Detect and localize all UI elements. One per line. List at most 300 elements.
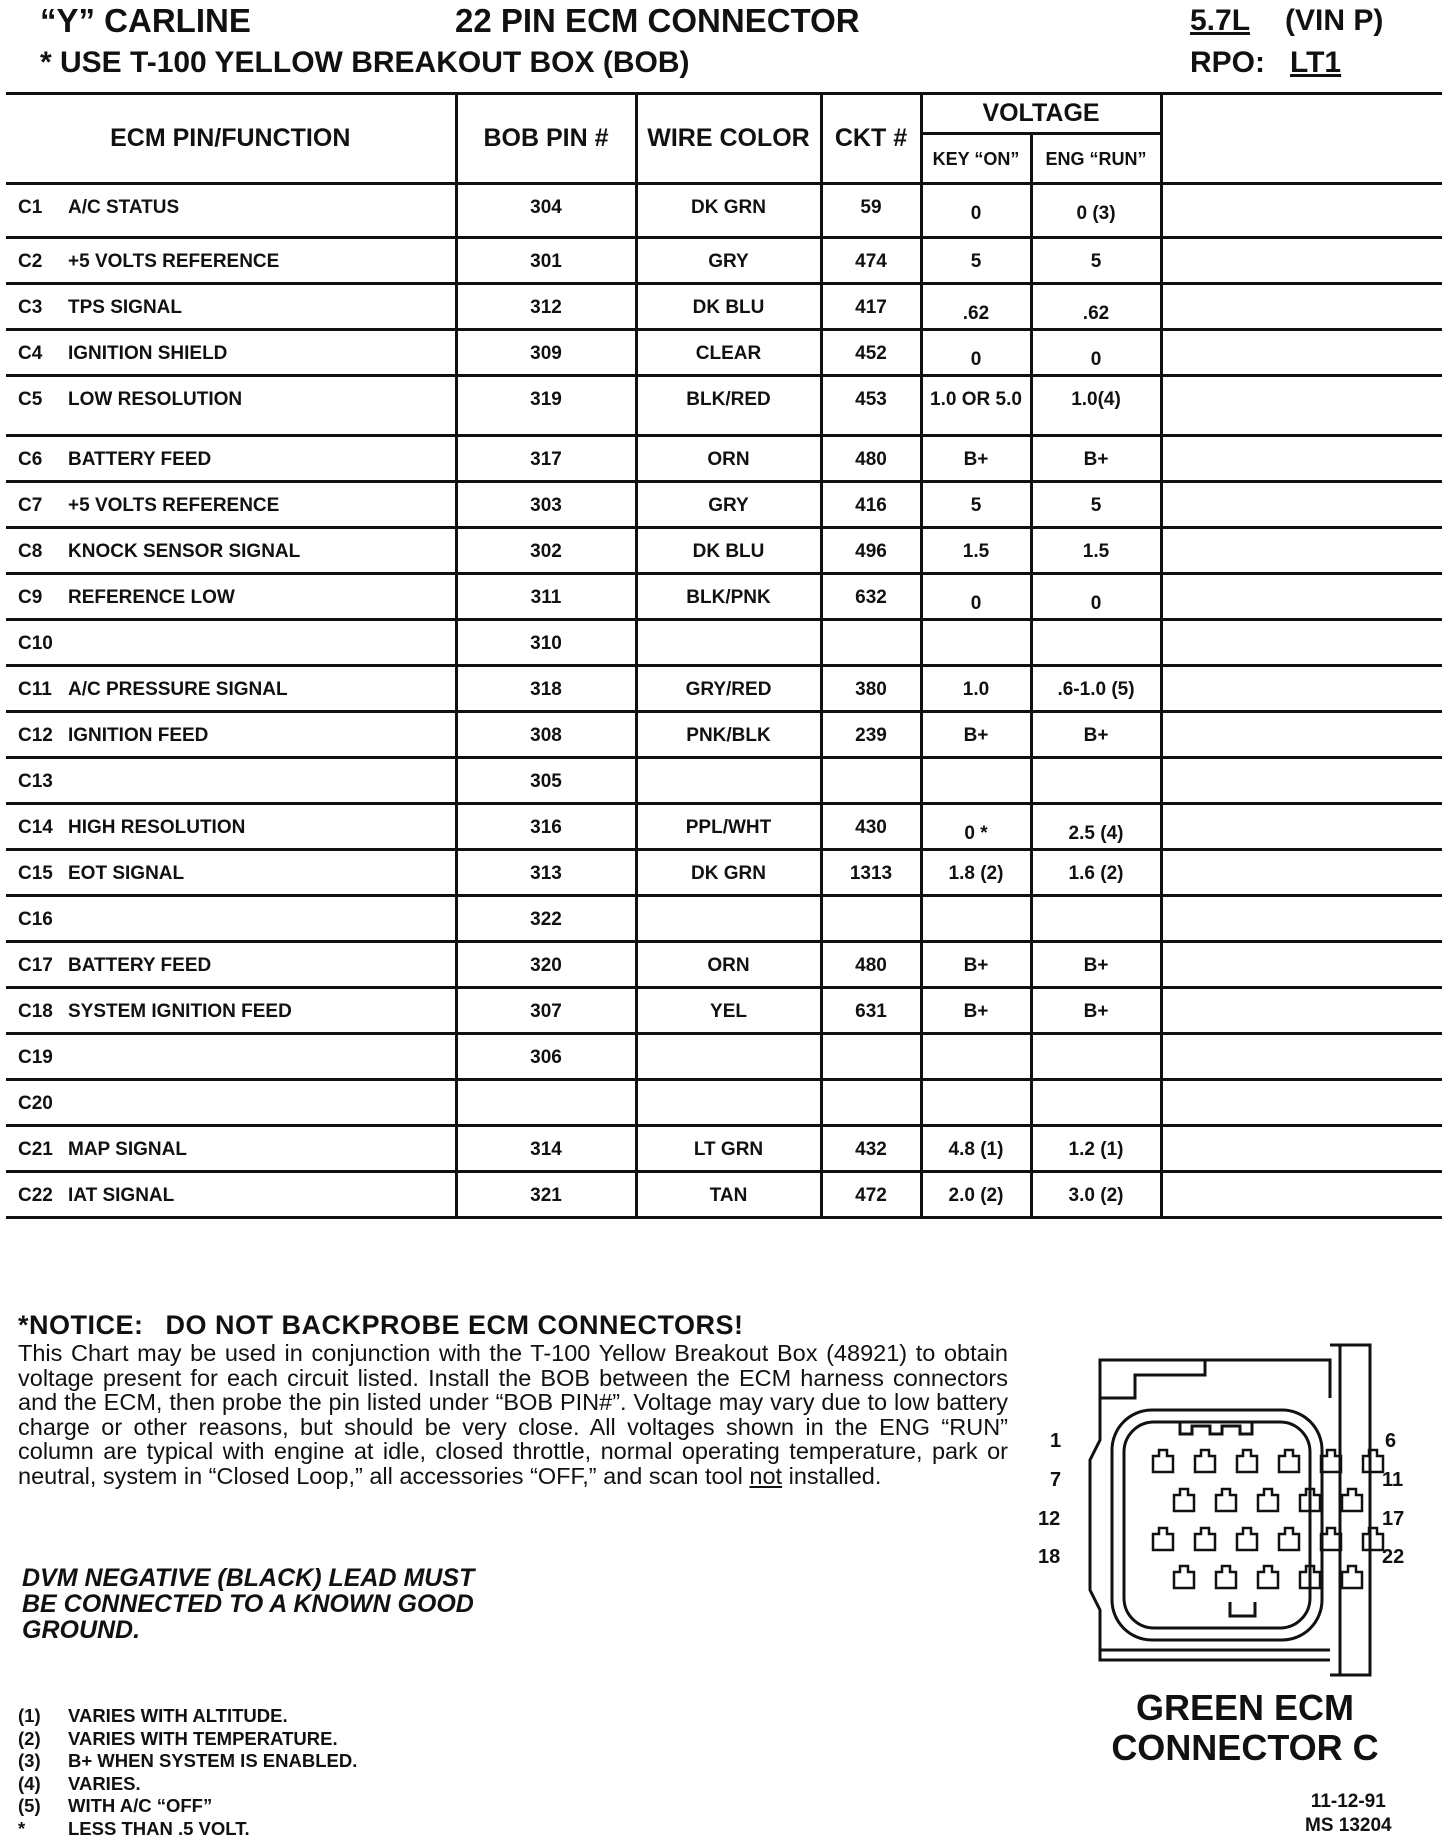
dvm-warning: [22, 1565, 474, 1643]
table-row: [6, 574, 1442, 620]
blank-cell: [1161, 758, 1442, 804]
wire-color-cell: DK GRN: [636, 184, 821, 238]
bob-pin-cell: 319: [456, 376, 636, 436]
notice-body-text: This Chart may be used in conjunction with the T-100 Yellow Breakout Box (48921) to obtain voltage present for each circuit listed. Install the BOB between the ECM harness connectors and the ECM, then probe the pin listed under “BOB PIN#”. Voltage may vary due to low battery charge or other reasons, but should be very close. All voltages shown in the ENG “RUN” column are typical with engine at idle, closed throttle, normal operating temperature, park or neutral, system in “Closed Loop,” all accessories “OFF,” and scan tool: [18, 1340, 1008, 1489]
eng-run-cell: 3.0 (2): [1031, 1172, 1161, 1218]
pin-function-cell: [6, 620, 456, 666]
footnote: [18, 1728, 357, 1751]
key-on-cell: 0: [921, 574, 1031, 620]
eng-run-cell: [1031, 1080, 1161, 1126]
pin-function-cell: [6, 1172, 456, 1218]
wire-color-cell: GRY: [636, 482, 821, 528]
blank-cell: [1161, 620, 1442, 666]
pin-function-cell: [6, 804, 456, 850]
pin-function-cell: [6, 376, 456, 436]
blank-cell: [1161, 330, 1442, 376]
table-row: [6, 712, 1442, 758]
pin-id: C21: [18, 1139, 53, 1160]
rpo-label: RPO:: [1190, 46, 1265, 79]
footnote-text: VARIES WITH TEMPERATURE.: [68, 1727, 338, 1749]
connector-pin-cavity: [1237, 1528, 1257, 1550]
pin-id: C2: [18, 251, 43, 272]
col-pin-function: ECM PIN/FUNCTION: [6, 94, 456, 184]
connector-pin-cavity: [1153, 1450, 1173, 1472]
table-row: [6, 184, 1442, 238]
key-on-cell: [921, 1080, 1031, 1126]
footnote-text: LESS THAN .5 VOLT.: [68, 1817, 250, 1839]
wire-color-cell: [636, 620, 821, 666]
dvm-line-1: DVM NEGATIVE (BLACK) LEAD MUST: [22, 1564, 475, 1592]
wire-color-cell: GRY: [636, 238, 821, 284]
eng-run-cell: B+: [1031, 436, 1161, 482]
bob-pin-cell: 320: [456, 942, 636, 988]
table-row: [6, 1172, 1442, 1218]
wire-color-cell: CLEAR: [636, 330, 821, 376]
ckt-cell: 496: [821, 528, 921, 574]
key-on-cell: [921, 896, 1031, 942]
connector-face: [1112, 1410, 1322, 1640]
ckt-cell: [821, 620, 921, 666]
table-row: [6, 330, 1442, 376]
blank-cell: [1161, 376, 1442, 436]
pin-id: C1: [18, 197, 43, 218]
pin-id: C11: [18, 679, 52, 700]
pin-function-cell: [6, 1034, 456, 1080]
table-row: [6, 758, 1442, 804]
pin-function-cell: [6, 574, 456, 620]
ckt-cell: 1313: [821, 850, 921, 896]
pin-function: +5 VOLTS REFERENCE: [68, 251, 280, 272]
pin-function-cell: [6, 988, 456, 1034]
bob-pin-cell: 322: [456, 896, 636, 942]
blank-cell: [1161, 1034, 1442, 1080]
bob-pin-cell: 313: [456, 850, 636, 896]
ecm-pin-table: [6, 92, 1442, 1219]
ckt-cell: [821, 1080, 921, 1126]
dvm-line-2: BE CONNECTED TO A KNOWN GOOD: [22, 1590, 474, 1618]
document-stamp: [1305, 1790, 1392, 1838]
table-row: [6, 238, 1442, 284]
pin-function-cell: [6, 528, 456, 574]
pin-label-17: 17: [1382, 1508, 1405, 1530]
connector-pin-cavity: [1342, 1489, 1362, 1511]
eng-run-cell: [1031, 758, 1161, 804]
bob-pin-cell: 306: [456, 1034, 636, 1080]
pin-function-cell: [6, 666, 456, 712]
key-on-cell: 0: [921, 330, 1031, 376]
blank-cell: [1161, 712, 1442, 758]
wire-color-cell: PPL/WHT: [636, 804, 821, 850]
vin-code: (VIN P): [1285, 4, 1384, 37]
col-eng-run: ENG “RUN”: [1031, 134, 1161, 184]
ckt-cell: 416: [821, 482, 921, 528]
pin-function: KNOCK SENSOR SIGNAL: [68, 541, 301, 562]
bob-pin-cell: 316: [456, 804, 636, 850]
table-row: [6, 482, 1442, 528]
ckt-cell: 380: [821, 666, 921, 712]
table-row: [6, 1126, 1442, 1172]
connector-title: 22 PIN ECM CONNECTOR: [455, 2, 860, 39]
wire-color-cell: [636, 1080, 821, 1126]
key-on-cell: 1.0 OR 5.0: [921, 376, 1031, 436]
bob-pin-cell: 321: [456, 1172, 636, 1218]
connector-pin-cavity: [1258, 1489, 1278, 1511]
blank-cell: [1161, 942, 1442, 988]
ckt-cell: 472: [821, 1172, 921, 1218]
bob-pin-cell: 302: [456, 528, 636, 574]
connector-pin-cavity: [1237, 1450, 1257, 1472]
key-on-cell: 1.8 (2): [921, 850, 1031, 896]
bob-pin-cell: 311: [456, 574, 636, 620]
footnote: [18, 1818, 357, 1841]
ckt-cell: 480: [821, 942, 921, 988]
table-row: [6, 804, 1442, 850]
connector-title-line-2: CONNECTOR C: [1111, 1727, 1379, 1768]
bob-note: * USE T-100 YELLOW BREAKOUT BOX (BOB): [40, 46, 690, 79]
footnote-text: B+ WHEN SYSTEM IS ENABLED.: [68, 1750, 358, 1771]
notice-body-end: installed.: [788, 1462, 882, 1489]
pin-function-cell: [6, 1126, 456, 1172]
ckt-cell: [821, 1034, 921, 1080]
pin-label-11: 11: [1382, 1469, 1404, 1491]
pin-id: C12: [18, 725, 53, 746]
notice-block: [18, 1310, 1008, 1488]
pin-id: C20: [18, 1093, 53, 1114]
connector-pin-cavity: [1174, 1489, 1194, 1511]
pin-function-cell: [6, 284, 456, 330]
dvm-line-3: GROUND.: [22, 1616, 141, 1644]
bob-pin-cell: 317: [456, 436, 636, 482]
bob-pin-cell: 307: [456, 988, 636, 1034]
ckt-cell: 239: [821, 712, 921, 758]
connector-title: [1100, 1688, 1390, 1768]
blank-cell: [1161, 528, 1442, 574]
pin-function-cell: [6, 436, 456, 482]
blank-cell: [1161, 850, 1442, 896]
pin-function: IAT SIGNAL: [68, 1185, 175, 1206]
stamp-date: 11-12-91: [1310, 1791, 1386, 1812]
connector-pin-cavity: [1216, 1489, 1236, 1511]
pin-label-1: 1: [1050, 1430, 1062, 1452]
connector-pin-cavity: [1363, 1528, 1383, 1550]
pin-id: C18: [18, 1001, 53, 1022]
bob-pin-cell: 312: [456, 284, 636, 330]
pin-label-12: 12: [1038, 1508, 1061, 1530]
footnote: [18, 1750, 357, 1773]
blank-cell: [1161, 284, 1442, 330]
col-wire-color: WIRE COLOR: [636, 94, 821, 184]
bob-pin-cell: 303: [456, 482, 636, 528]
col-blank: [1161, 94, 1442, 184]
wire-color-cell: BLK/RED: [636, 376, 821, 436]
table-row: [6, 436, 1442, 482]
col-bob-pin: BOB PIN #: [456, 94, 636, 184]
wire-color-cell: LT GRN: [636, 1126, 821, 1172]
pin-id: C3: [18, 297, 43, 318]
wire-color-cell: DK GRN: [636, 850, 821, 896]
notice-body-not: not: [749, 1462, 783, 1489]
pin-id: C19: [18, 1047, 53, 1068]
eng-run-cell: 5: [1031, 238, 1161, 284]
pin-id: C9: [18, 587, 43, 608]
eng-run-cell: [1031, 896, 1161, 942]
ckt-cell: 631: [821, 988, 921, 1034]
pin-id: C17: [18, 955, 53, 976]
pin-function-cell: [6, 850, 456, 896]
bob-pin-cell: 304: [456, 184, 636, 238]
wire-color-cell: YEL: [636, 988, 821, 1034]
table-row: [6, 988, 1442, 1034]
key-on-cell: .62: [921, 284, 1031, 330]
table-row: [6, 850, 1442, 896]
pin-function-cell: [6, 896, 456, 942]
pin-function-cell: [6, 712, 456, 758]
notice-label: *NOTICE:: [18, 1310, 144, 1340]
pin-function: HIGH RESOLUTION: [68, 817, 246, 838]
ckt-cell: 432: [821, 1126, 921, 1172]
wire-color-cell: DK BLU: [636, 284, 821, 330]
key-on-cell: [921, 758, 1031, 804]
pin-function-cell: [6, 1080, 456, 1126]
eng-run-cell: 5: [1031, 482, 1161, 528]
key-on-cell: 1.5: [921, 528, 1031, 574]
wire-color-cell: [636, 896, 821, 942]
key-on-cell: 0: [921, 184, 1031, 238]
pin-function: A/C PRESSURE SIGNAL: [68, 679, 288, 700]
pin-function: MAP SIGNAL: [68, 1139, 187, 1160]
wire-color-cell: [636, 1034, 821, 1080]
key-on-cell: 1.0: [921, 666, 1031, 712]
bob-pin-cell: 314: [456, 1126, 636, 1172]
key-on-cell: [921, 620, 1031, 666]
notice-title: DO NOT BACKPROBE ECM CONNECTORS!: [165, 1310, 744, 1340]
table-row: [6, 896, 1442, 942]
eng-run-cell: B+: [1031, 712, 1161, 758]
connector-title-line-1: GREEN ECM: [1135, 1687, 1355, 1728]
notice-body: [18, 1341, 1008, 1488]
bob-pin-cell: 309: [456, 330, 636, 376]
pin-id: C8: [18, 541, 43, 562]
eng-run-cell: .62: [1031, 284, 1161, 330]
ckt-cell: [821, 896, 921, 942]
pin-function: REFERENCE LOW: [68, 587, 235, 608]
ckt-cell: 452: [821, 330, 921, 376]
pin-id: C5: [18, 389, 43, 410]
footnote-key: (3): [18, 1750, 41, 1771]
key-on-cell: 0 *: [921, 804, 1031, 850]
pin-function-cell: [6, 238, 456, 284]
connector-pin-cavity: [1195, 1450, 1215, 1472]
blank-cell: [1161, 1080, 1442, 1126]
pin-id: C13: [18, 771, 53, 792]
footnote-key: (2): [18, 1727, 41, 1749]
pin-id: C14: [18, 817, 53, 838]
pin-label-6: 6: [1385, 1430, 1397, 1452]
blank-cell: [1161, 666, 1442, 712]
key-on-cell: B+: [921, 942, 1031, 988]
eng-run-cell: 2.5 (4): [1031, 804, 1161, 850]
pin-function: LOW RESOLUTION: [68, 389, 243, 410]
eng-run-cell: [1031, 1034, 1161, 1080]
bob-pin-cell: 318: [456, 666, 636, 712]
key-on-cell: 2.0 (2): [921, 1172, 1031, 1218]
table-row: [6, 1034, 1442, 1080]
pin-id: C10: [18, 633, 53, 654]
eng-run-cell: 1.2 (1): [1031, 1126, 1161, 1172]
table-row: [6, 376, 1442, 436]
key-on-cell: B+: [921, 988, 1031, 1034]
footnote: [18, 1773, 357, 1796]
pin-id: C6: [18, 449, 43, 470]
connector-pin-cavity: [1321, 1450, 1341, 1472]
eng-run-cell: 0 (3): [1031, 184, 1161, 238]
pin-label-22: 22: [1382, 1546, 1405, 1568]
eng-run-cell: 1.5: [1031, 528, 1161, 574]
footnotes: [18, 1705, 357, 1840]
col-ckt: CKT #: [821, 94, 921, 184]
connector-pin-cavity: [1258, 1566, 1278, 1588]
connector-pin-cavity: [1195, 1528, 1215, 1550]
connector-pin-cavity: [1363, 1450, 1383, 1472]
key-on-cell: [921, 1034, 1031, 1080]
footnote: [18, 1795, 357, 1818]
ckt-cell: 59: [821, 184, 921, 238]
ckt-cell: 430: [821, 804, 921, 850]
pin-function-cell: [6, 942, 456, 988]
col-key-on: KEY “ON”: [921, 134, 1031, 184]
eng-run-cell: 1.0(4): [1031, 376, 1161, 436]
connector-pin-cavity: [1174, 1566, 1194, 1588]
pin-function-cell: [6, 758, 456, 804]
table-row: [6, 1080, 1442, 1126]
key-on-cell: B+: [921, 436, 1031, 482]
table-row: [6, 528, 1442, 574]
stamp-code: MS 13204: [1305, 1815, 1392, 1836]
pin-function: IGNITION FEED: [68, 725, 209, 746]
connector-bottom-key: [1230, 1602, 1255, 1616]
wire-color-cell: TAN: [636, 1172, 821, 1218]
pin-function-cell: [6, 330, 456, 376]
blank-cell: [1161, 988, 1442, 1034]
pin-function: +5 VOLTS REFERENCE: [68, 495, 280, 516]
bob-pin-cell: 310: [456, 620, 636, 666]
table-row: [6, 666, 1442, 712]
table-row: [6, 284, 1442, 330]
bob-pin-cell: 305: [456, 758, 636, 804]
wire-color-cell: [636, 758, 821, 804]
blank-cell: [1161, 184, 1442, 238]
engine-size: 5.7L: [1190, 4, 1251, 37]
rpo-value: LT1: [1290, 46, 1342, 79]
key-on-cell: 4.8 (1): [921, 1126, 1031, 1172]
connector-pin-cavity: [1216, 1566, 1236, 1588]
pin-function: SYSTEM IGNITION FEED: [68, 1001, 292, 1022]
footnote-text: VARIES.: [68, 1772, 141, 1794]
eng-run-cell: B+: [1031, 988, 1161, 1034]
eng-run-cell: 0: [1031, 330, 1161, 376]
footnote: [18, 1705, 357, 1728]
pin-label-7: 7: [1050, 1469, 1062, 1491]
ckt-cell: [821, 758, 921, 804]
key-on-cell: B+: [921, 712, 1031, 758]
blank-cell: [1161, 436, 1442, 482]
table-row: [6, 620, 1442, 666]
pin-id: C4: [18, 343, 43, 364]
pin-function: BATTERY FEED: [68, 955, 212, 976]
ckt-cell: 474: [821, 238, 921, 284]
blank-cell: [1161, 804, 1442, 850]
footnote-key: (5): [18, 1795, 41, 1816]
blank-cell: [1161, 1172, 1442, 1218]
ckt-cell: 453: [821, 376, 921, 436]
pin-function: TPS SIGNAL: [68, 297, 183, 318]
pin-id: C16: [18, 909, 53, 930]
pin-id: C15: [18, 863, 53, 884]
wire-color-cell: DK BLU: [636, 528, 821, 574]
pin-function: EOT SIGNAL: [68, 863, 185, 884]
wire-color-cell: GRY/RED: [636, 666, 821, 712]
connector-diagram: [1040, 1340, 1430, 1680]
wire-color-cell: ORN: [636, 436, 821, 482]
pin-id: C22: [18, 1185, 53, 1206]
wire-color-cell: ORN: [636, 942, 821, 988]
ckt-cell: 480: [821, 436, 921, 482]
blank-cell: [1161, 1126, 1442, 1172]
bob-pin-cell: 301: [456, 238, 636, 284]
connector-pin-cavity: [1321, 1528, 1341, 1550]
bob-pin-cell: [456, 1080, 636, 1126]
eng-run-cell: B+: [1031, 942, 1161, 988]
connector-pin-cavity: [1153, 1528, 1173, 1550]
bob-pin-cell: 308: [456, 712, 636, 758]
blank-cell: [1161, 574, 1442, 620]
connector-pin-cavity: [1279, 1528, 1299, 1550]
pin-function: IGNITION SHIELD: [68, 343, 228, 364]
connector-pin-cavity: [1279, 1450, 1299, 1472]
connector-pin-cavity: [1342, 1566, 1362, 1588]
eng-run-cell: 0: [1031, 574, 1161, 620]
wire-color-cell: PNK/BLK: [636, 712, 821, 758]
connector-key: [1180, 1422, 1252, 1434]
key-on-cell: 5: [921, 482, 1031, 528]
pin-function: A/C STATUS: [68, 197, 180, 218]
footnote-key: (4): [18, 1772, 41, 1794]
table-row: [6, 942, 1442, 988]
connector-top-latch: [1100, 1360, 1205, 1398]
pin-id: C7: [18, 495, 43, 516]
footnote-text: WITH A/C “OFF”: [68, 1795, 213, 1816]
eng-run-cell: 1.6 (2): [1031, 850, 1161, 896]
eng-run-cell: .6-1.0 (5): [1031, 666, 1161, 712]
carline-title: “Y” CARLINE: [40, 2, 251, 39]
pin-function-cell: [6, 482, 456, 528]
blank-cell: [1161, 482, 1442, 528]
pin-function: BATTERY FEED: [68, 449, 212, 470]
pin-label-18: 18: [1038, 1546, 1061, 1568]
col-voltage: VOLTAGE: [921, 94, 1161, 134]
blank-cell: [1161, 238, 1442, 284]
footnote-text: VARIES WITH ALTITUDE.: [68, 1705, 288, 1726]
pin-function-cell: [6, 184, 456, 238]
ckt-cell: 632: [821, 574, 921, 620]
eng-run-cell: [1031, 620, 1161, 666]
wire-color-cell: BLK/PNK: [636, 574, 821, 620]
blank-cell: [1161, 896, 1442, 942]
ckt-cell: 417: [821, 284, 921, 330]
footnote-key: *: [18, 1817, 26, 1839]
footnote-key: (1): [18, 1705, 41, 1726]
key-on-cell: 5: [921, 238, 1031, 284]
